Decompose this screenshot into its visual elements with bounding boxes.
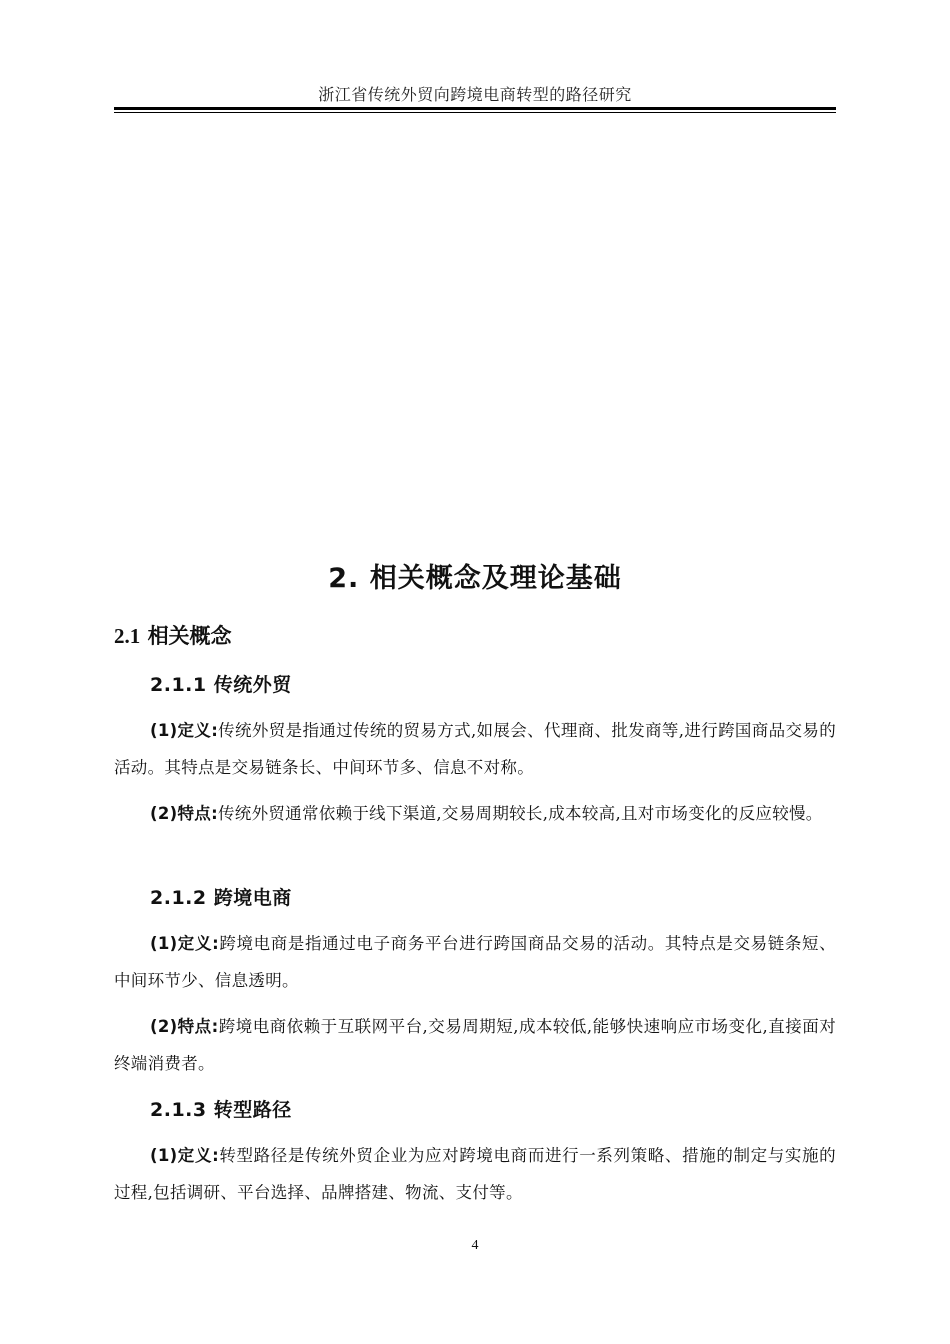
paragraph-traditional-definition — [114, 712, 836, 786]
running-header: 浙江省传统外贸向跨境电商转型的路径研究 — [318, 85, 632, 104]
paragraph-ecommerce-definition — [114, 925, 836, 999]
paragraph-lead: (1)定义: — [150, 1146, 219, 1165]
subsection-title-transformation-path: 2.1.3 转型路径 — [150, 1099, 292, 1121]
paragraph-traditional-features — [114, 795, 836, 832]
paragraph-text: 转型路径是传统外贸企业为应对跨境电商而进行一系列策略、措施的制定与实施的过程,包括调研、平台选择、品牌搭建、物流、支付等。 — [114, 1146, 836, 1202]
section-title — [114, 620, 232, 650]
page-number: 4 — [471, 1238, 479, 1253]
paragraph-lead: (2)特点: — [150, 804, 218, 823]
header-rule-thin — [114, 112, 836, 113]
paragraph-lead: (1)定义: — [150, 721, 219, 740]
paragraph-text: 跨境电商是指通过电子商务平台进行跨国商品交易的活动。其特点是交易链条短、中间环节少、信息透明。 — [114, 934, 836, 990]
paragraph-lead: (2)特点: — [150, 1017, 219, 1036]
paragraph-text: 跨境电商依赖于互联网平台,交易周期短,成本较低,能够快速响应市场变化,直接面对终端消费者。 — [114, 1017, 836, 1073]
section-heading: 相关概念 — [147, 624, 232, 648]
paragraph-text: 传统外贸是指通过传统的贸易方式,如展会、代理商、批发商等,进行跨国商品交易的活动。其特点是交易链条长、中间环节多、信息不对称。 — [114, 721, 836, 777]
paragraph-transformation-definition — [114, 1137, 836, 1211]
chapter-title: 2. 相关概念及理论基础 — [328, 563, 622, 594]
section-number: 2.1 — [114, 624, 141, 648]
paragraph-ecommerce-features — [114, 1008, 836, 1082]
subsection-title-cross-border-ecommerce: 2.1.2 跨境电商 — [150, 887, 292, 909]
header-rule — [114, 107, 836, 110]
paragraph-text: 传统外贸通常依赖于线下渠道,交易周期较长,成本较高,且对市场变化的反应较慢。 — [217, 804, 823, 823]
paragraph-lead: (1)定义: — [150, 934, 219, 953]
subsection-title-traditional-trade: 2.1.1 传统外贸 — [150, 674, 292, 696]
